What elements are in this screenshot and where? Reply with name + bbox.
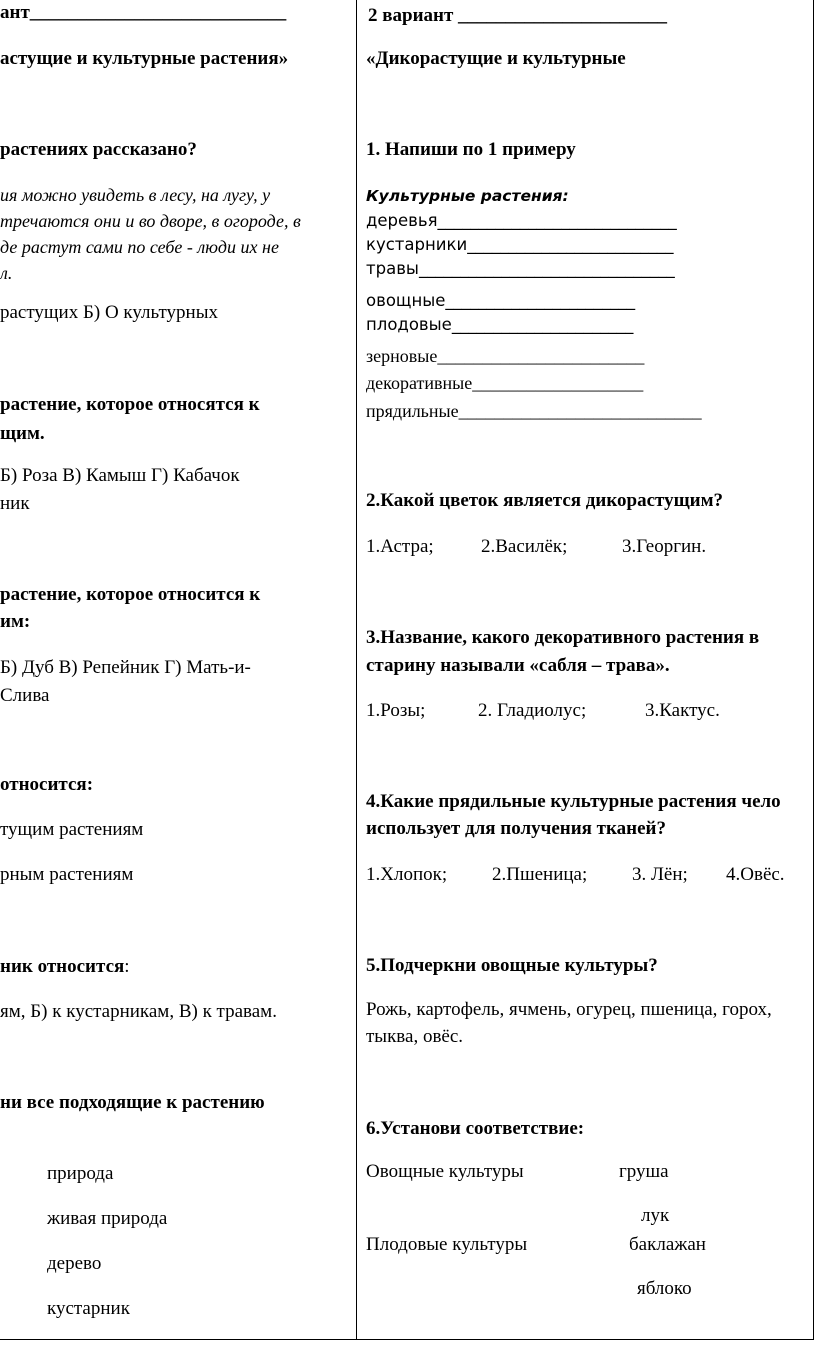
v2-q6-left-item: Плодовые культуры — [366, 1234, 528, 1255]
v2-q2-title: 2.Какой цветок является дикорастущим? — [366, 490, 724, 511]
v2-q1-line-decorative: декоративные___________________ — [366, 373, 644, 393]
v2-q5-text-line: тыква, овёс. — [366, 1026, 464, 1047]
v2-q1-line-spinning: прядильные___________________________ — [366, 401, 702, 421]
v2-q3-option: 3.Кактус. — [645, 700, 720, 721]
v1-q3-title: им: — [0, 611, 31, 632]
v1-q4-option: рным растениям — [0, 864, 134, 885]
v2-q4-option: 2.Пшеница; — [492, 864, 588, 885]
v2-q1-line-shrubs: кустарники_________________________ — [366, 235, 674, 254]
v2-q5-title: 5.Подчеркни овощные культуры? — [366, 955, 658, 976]
v1-q6-title: ни все подходящие к растению — [0, 1092, 265, 1113]
v2-q4-title: 4.Какие прядильные культурные растения чело — [366, 791, 781, 812]
v2-q2-option: 3.Георгин. — [622, 536, 707, 557]
v2-q6-right-item: груша — [619, 1161, 669, 1182]
v2-q6-right-item: лук — [641, 1205, 670, 1226]
v1-q3-title: растение, которое относится к — [0, 584, 261, 605]
v2-q5-text-line: Рожь, картофель, ячмень, огурец, пшеница, горох, — [366, 999, 772, 1020]
v2-q1-line-grain: зерновые_______________________ — [366, 346, 645, 366]
v2-q1-line-fruit: плодовые______________________ — [366, 315, 634, 334]
v2-q3-title: 3.Название, какого декоративного растения в — [366, 627, 760, 648]
v2-q6-left-item: Овощные культуры — [366, 1161, 524, 1182]
v1-q4-option: тущим растениям — [0, 819, 144, 840]
v2-q4-option: 3. Лён; — [632, 864, 688, 885]
v1-q1-title: растениях рассказано? — [0, 139, 197, 160]
v1-q2-options: Б) Роза В) Камыш Г) Кабачок — [0, 465, 240, 486]
v2-q1-line-trees: деревья_____________________________ — [366, 211, 677, 230]
v2-q2-option: 2.Василёк; — [481, 536, 568, 557]
v1-q2-options: ник — [0, 493, 30, 514]
v2-q2-option: 1.Астра; — [366, 536, 434, 557]
v1-q4-title: относится: — [0, 774, 94, 795]
variant-1-header: ант___________________________ — [0, 2, 287, 23]
v2-q6-title: 6.Установи соответствие: — [366, 1118, 585, 1139]
v2-q1-line-vegetables: овощные_______________________ — [366, 291, 636, 310]
v2-q3-title: старину называли «сабля – трава». — [366, 655, 670, 676]
v2-q3-option: 2. Гладиолус; — [478, 700, 587, 721]
v2-q4-option: 4.Овёс. — [726, 864, 785, 885]
v1-q2-title: растение, которое относятся к — [0, 394, 260, 415]
v1-q6-word: дерево — [47, 1253, 102, 1274]
variant-2-header: 2 вариант ______________________ — [368, 5, 668, 26]
v2-q4-option: 1.Хлопок; — [366, 864, 448, 885]
v2-q6-right-item: баклажан — [629, 1234, 706, 1255]
v2-q4-title: использует для получения тканей? — [366, 818, 667, 839]
v1-q1-text-line: де растут сами по себе - люди их не — [0, 237, 279, 257]
v1-q1-text-line: л. — [0, 263, 13, 283]
v2-q1-subtitle: Культурные растения: — [366, 187, 569, 205]
v2-q1-line-grasses: травы_______________________________ — [366, 259, 675, 278]
v1-q5-title-colon: : — [124, 956, 130, 977]
v1-q2-title: щим. — [0, 423, 45, 444]
v2-q3-option: 1.Розы; — [366, 700, 426, 721]
v1-q6-word: кустарник — [47, 1298, 130, 1319]
variant-1-column — [0, 0, 355, 1345]
variant-2-column — [357, 0, 816, 1345]
v1-q1-text-line: тречаются они и во дворе, в огороде, в — [0, 211, 301, 231]
v1-q5-options: ям, Б) к кустарникам, В) к травам. — [0, 1001, 277, 1022]
variant-1-title: астущие и культурные растения» — [0, 48, 289, 69]
v2-q6-right-item: яблоко — [637, 1278, 692, 1299]
v1-q6-word: природа — [47, 1163, 114, 1184]
v1-q5-title-bold: ник относится — [0, 956, 125, 977]
v1-q1-options: растущих Б) О культурных — [0, 302, 218, 323]
v1-q5-title — [0, 956, 130, 978]
v2-q1-title: 1. Напиши по 1 примеру — [366, 139, 576, 160]
v1-q6-word: живая природа — [47, 1208, 168, 1229]
variant-2-title: «Дикорастущие и культурные — [366, 48, 626, 69]
v1-q1-text-line: ия можно увидеть в лесу, на лугу, у — [0, 185, 271, 205]
v1-q3-options: Слива — [0, 685, 50, 706]
v1-q3-options: Б) Дуб В) Репейник Г) Мать-и- — [0, 657, 251, 678]
